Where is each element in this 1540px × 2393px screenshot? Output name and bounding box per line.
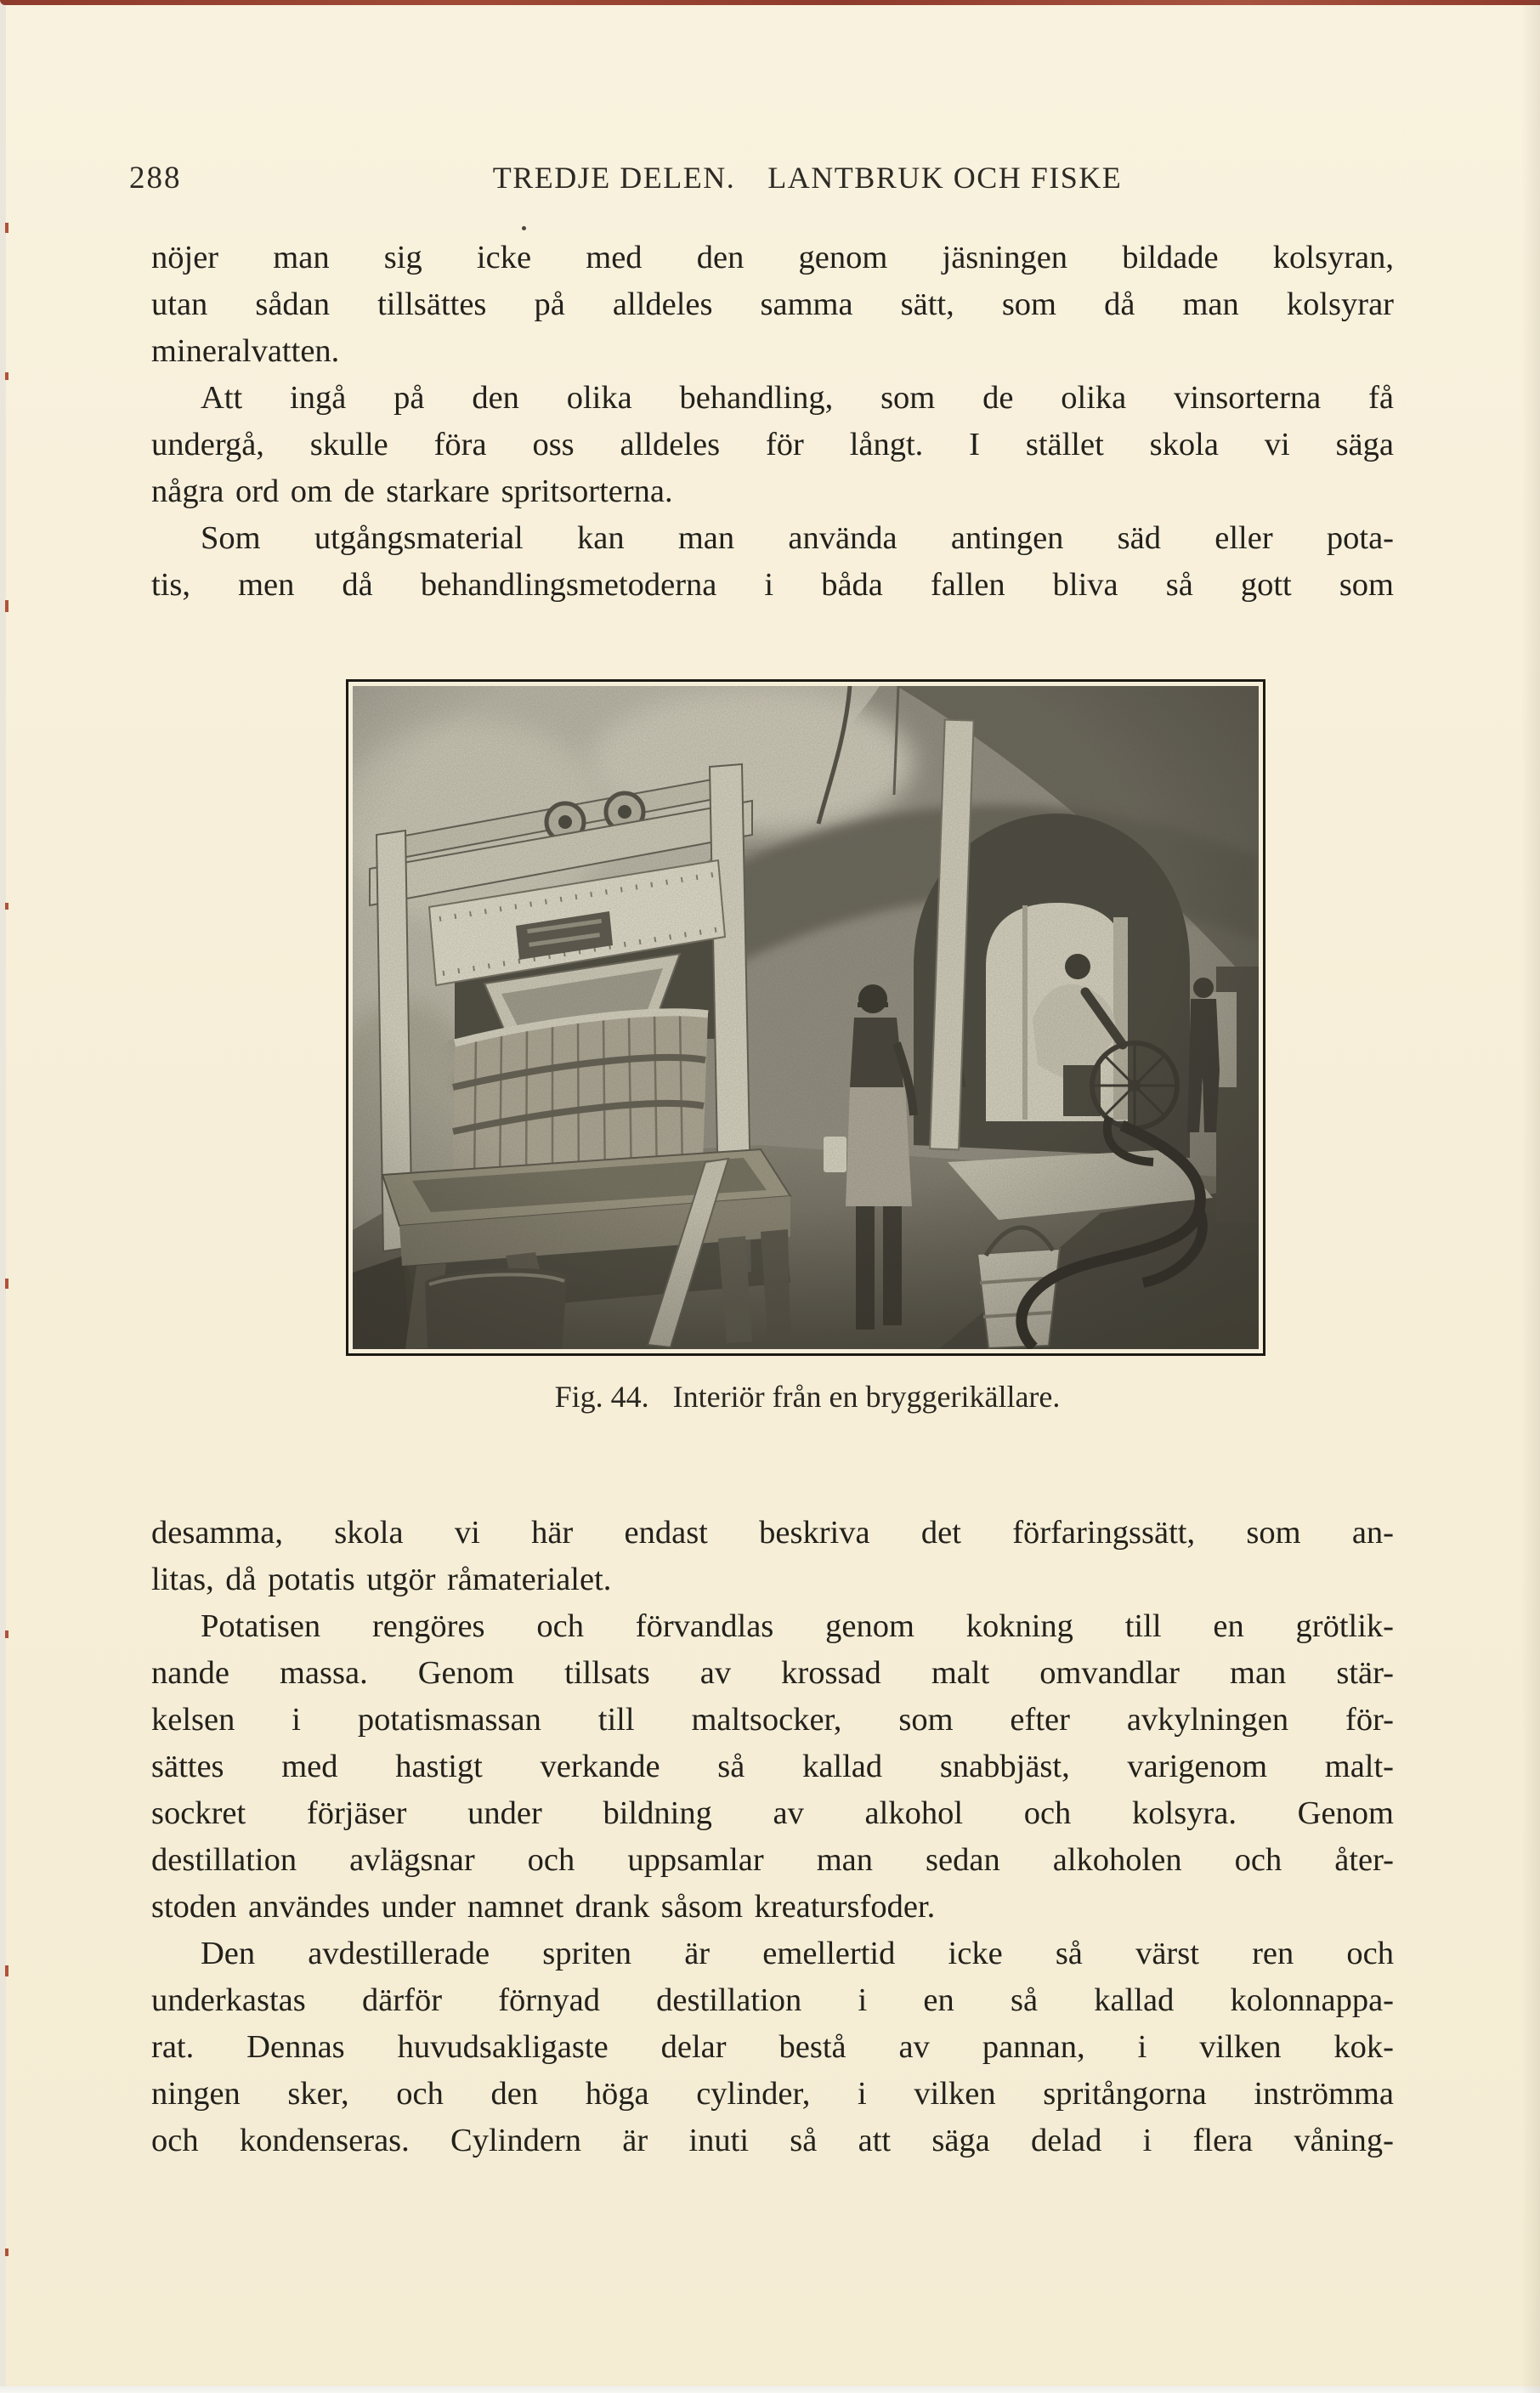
scan-edge-left <box>0 0 6 2393</box>
brewery-cellar-illustration <box>353 686 1259 1349</box>
scan-speck <box>5 903 8 910</box>
scan-dot <box>522 226 526 230</box>
text-line: några ord om de starkare spritsorterna. <box>151 473 673 509</box>
text-line: rat. Dennas huvudsakligaste delar bestå av pannan, i vilken kok- <box>151 2029 1394 2065</box>
figure-caption-label: Fig. 44. <box>554 1380 649 1414</box>
scan-speck <box>5 1630 8 1638</box>
body-text-top <box>151 235 1394 609</box>
text-line: litas, då potatis utgör råmaterialet. <box>151 1562 612 1597</box>
text-line: destillation avlägsnar och uppsamlar man sedan alkoholen och åter- <box>151 1842 1394 1878</box>
text-line: underkastas därför förnyad destillation i en så kallad kolonnappa- <box>151 1982 1394 2018</box>
text-line: nande massa. Genom tillsats av krossad malt omvandlar man stär- <box>151 1655 1394 1691</box>
text-line: desamma, skola vi här endast beskriva det förfaringssätt, som an- <box>151 1515 1394 1551</box>
text-line: undergå, skulle föra oss alldeles för långt. I stället skola vi säga <box>151 427 1394 462</box>
running-header <box>340 160 1275 196</box>
body-text-bottom <box>151 1510 1394 2164</box>
text-line: Som utgångsmaterial kan man använda antingen säd eller pota- <box>201 520 1394 556</box>
text-line: tis, men då behandlingsmetoderna i båda fallen bliva så gott som <box>151 567 1394 603</box>
text-line: sättes med hastigt verkande så kallad snabbjäst, varigenom malt- <box>151 1749 1394 1784</box>
scan-edge-top <box>0 0 1540 5</box>
scan-speck <box>5 2248 8 2256</box>
scan-speck <box>5 1965 8 1976</box>
scan-speck <box>5 600 8 612</box>
scan-edge-right <box>1521 0 1540 2393</box>
page-number: 288 <box>129 161 182 196</box>
scan-speck <box>5 372 8 380</box>
scan-edge-bottom <box>0 2386 1540 2393</box>
text-line: sockret förjäser under bildning av alkohol och kolsyra. Genom <box>151 1795 1394 1831</box>
text-line: ningen sker, och den höga cylinder, i vilken spritångorna inströmma <box>151 2076 1394 2112</box>
text-line: och kondenseras. Cylindern är inuti så att säga delad i flera våning- <box>151 2123 1394 2158</box>
text-line: Att ingå på den olika behandling, som de olika vinsorterna få <box>201 380 1394 416</box>
text-line: Potatisen rengöres och förvandlas genom kokning till en grötlik- <box>201 1608 1394 1644</box>
scan-speck <box>5 1279 8 1289</box>
figure-image <box>346 679 1265 1356</box>
text-line: Den avdestillerade spriten är emellertid icke så värst ren och <box>201 1936 1394 1971</box>
running-header-part: LANTBRUK OCH FISKE <box>767 161 1123 195</box>
text-line: mineralvatten. <box>151 333 340 369</box>
text-line: nöjer man sig icke med den genom jäsningen bildade kolsyran, <box>151 240 1394 275</box>
text-line: kelsen i potatismassan till maltsocker, som efter avkylningen för- <box>151 1702 1394 1738</box>
running-header-part: TREDJE DELEN. <box>492 161 736 195</box>
scan-speck <box>5 223 8 233</box>
figure-caption <box>340 1379 1275 1415</box>
text-line: stoden användes under namnet drank såsom kreatursfoder. <box>151 1889 936 1925</box>
text-line: utan sådan tillsättes på alldeles samma sätt, som då man kolsyrar <box>151 286 1394 322</box>
figure-caption-text: Interiör från en bryggerikällare. <box>672 1380 1061 1414</box>
